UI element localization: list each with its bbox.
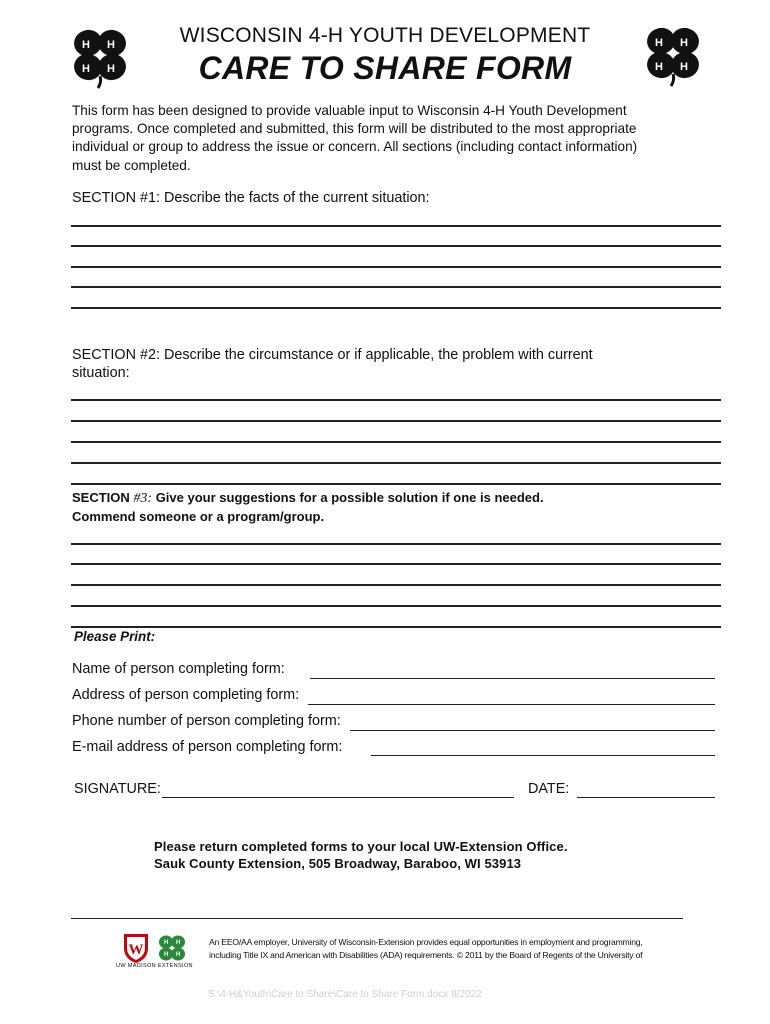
section3-answer-line[interactable]	[71, 543, 721, 545]
intro-line: This form has been designed to provide valuable input to Wisconsin 4-H Youth Development	[72, 103, 627, 118]
section3-answer-line[interactable]	[71, 605, 721, 607]
footer-divider	[71, 918, 683, 919]
svg-text:H: H	[82, 39, 90, 51]
address-field[interactable]	[308, 704, 715, 705]
email-label: E-mail address of person completing form:	[72, 739, 343, 755]
section2-answer-line[interactable]	[71, 483, 721, 485]
svg-text:H: H	[655, 37, 663, 49]
section1-answer-line[interactable]	[71, 307, 721, 309]
date-field[interactable]	[577, 797, 715, 798]
4h-clover-logo-small	[156, 932, 188, 964]
section2-answer-line[interactable]	[71, 399, 721, 401]
section3-answer-line[interactable]	[71, 584, 721, 586]
section3-answer-line[interactable]	[71, 626, 721, 628]
eeo-line: including Title IX and American with Disabilities (ADA) requirements. © 2011 by the Board of Regents of the University of	[209, 950, 643, 960]
email-field[interactable]	[371, 755, 715, 756]
svg-text:H: H	[176, 952, 181, 958]
section1-label: SECTION #1: Describe the facts of the current situation:	[72, 190, 430, 206]
section3-answer-line[interactable]	[71, 563, 721, 565]
intro-paragraph	[72, 102, 702, 175]
section1-answer-line[interactable]	[71, 245, 721, 247]
eeo-line: An EEO/AA employer, University of Wisconsin-Extension provides equal opportunities in employment and programming,	[209, 937, 643, 947]
section1-answer-line[interactable]	[71, 286, 721, 288]
file-path: S:\4-H&Youth\Care to Share\Care to Share Form.docx 8/2022	[208, 989, 482, 1000]
section2-label-line: situation:	[72, 365, 130, 381]
please-print-label: Please Print:	[74, 629, 156, 644]
signature-field[interactable]	[162, 797, 514, 798]
intro-line: must be completed.	[72, 157, 191, 173]
section3-prefix: SECTION	[72, 490, 134, 505]
name-label: Name of person completing form:	[72, 661, 285, 677]
section1-answer-line[interactable]	[71, 266, 721, 268]
intro-line: programs. Once completed and submitted, this form will be distributed to the most appropriate	[72, 121, 637, 137]
section3-label	[72, 489, 712, 526]
return-address: Sauk County Extension, 505 Broadway, Baraboo, WI 53913	[154, 856, 522, 871]
section2-answer-line[interactable]	[71, 441, 721, 443]
svg-text:H: H	[680, 37, 688, 49]
svg-text:W: W	[128, 942, 144, 958]
svg-text:H: H	[164, 952, 169, 958]
org-title: WISCONSIN 4-H YOUTH DEVELOPMENT	[179, 24, 591, 47]
eeo-statement	[209, 936, 709, 962]
section2-label-line: SECTION #2: Describe the circumstance or if applicable, the problem with current	[72, 347, 593, 363]
svg-text:H: H	[655, 61, 663, 73]
svg-text:H: H	[107, 63, 115, 75]
address-label: Address of person completing form:	[72, 687, 300, 703]
uw-logo-text: UW MADISON EXTENSION	[116, 963, 193, 969]
phone-field[interactable]	[350, 730, 715, 731]
return-instructions	[154, 838, 568, 872]
svg-text:H: H	[680, 61, 688, 73]
name-field[interactable]	[310, 678, 715, 679]
svg-text:H: H	[107, 39, 115, 51]
section1-answer-line[interactable]	[71, 225, 721, 227]
uw-crest-logo	[121, 932, 151, 964]
section2-answer-line[interactable]	[71, 462, 721, 464]
date-label: DATE:	[528, 781, 570, 797]
intro-line: individual or group to address the issue or concern. All sections (including contact information)	[72, 139, 638, 155]
phone-label: Phone number of person completing form:	[72, 713, 341, 729]
section2-label	[72, 346, 712, 382]
section3-label-line: Commend someone or a program/group.	[72, 509, 325, 524]
svg-text:H: H	[82, 63, 90, 75]
signature-label: SIGNATURE:	[74, 781, 161, 797]
section2-answer-line[interactable]	[71, 420, 721, 422]
svg-text:H: H	[164, 940, 169, 946]
svg-text:H: H	[176, 940, 181, 946]
section3-number: #3:	[133, 491, 153, 506]
return-line: Please return completed forms to your local UW-Extension Office.	[154, 839, 568, 854]
form-title: CARE TO SHARE FORM	[198, 50, 572, 86]
section3-label-rest: Give your suggestions for a possible solution if one is needed.	[152, 490, 544, 505]
